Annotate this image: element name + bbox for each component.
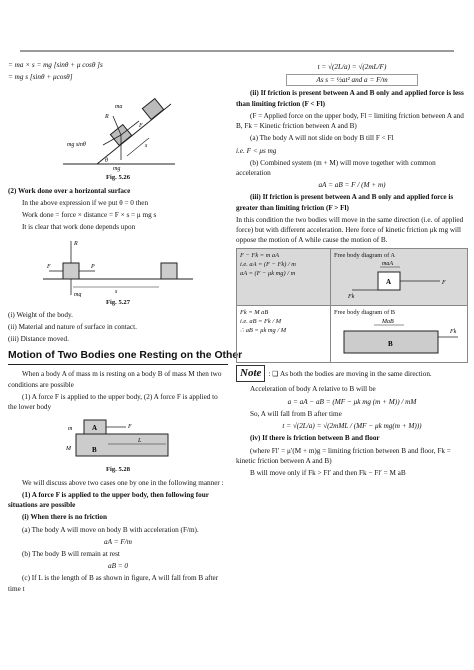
fig26-mg: mg — [113, 166, 121, 173]
fbd-b-MaB: MaB — [382, 318, 394, 325]
fbd-b-title: Free body diagram of B — [334, 308, 396, 316]
fig27-F: F — [47, 263, 51, 270]
fig26-theta: θ — [105, 158, 108, 165]
fig27-mg: mg — [74, 291, 82, 297]
discuss-p: We will discuss above two cases one by one in the following manner : — [22, 478, 224, 487]
friction-ie: i.e. F < μs mg — [236, 146, 277, 155]
fbd-a-eq1: F − Fk = m aA — [240, 251, 279, 259]
case1-no-friction: (i) When there is no friction — [22, 513, 107, 522]
fig27-caption: Fig. 5.27 — [106, 298, 130, 306]
work-p2: Work done = force × distance = F × s = μ mg s — [22, 211, 157, 220]
fbd-a-eq3: aA = (F − μk mg) / m — [240, 269, 296, 277]
fbd-b-eq2: aB = Fk / M — [249, 317, 282, 325]
fbd-b-therefore: ∴ — [240, 326, 245, 334]
floor-where: (where Fl′ = μ′(M + m)g = limiting friction between B and floor, Fk = kinetic friction between A and B) — [236, 446, 451, 465]
work-p1: In the above expression if we put θ = 0 then — [22, 199, 149, 208]
fall-text: So, A will fall from B after time — [250, 409, 342, 418]
page-header-band — [0, 0, 474, 50]
fbd-a-equations — [237, 248, 331, 305]
friction-heading: (ii) If friction is present between A and B only and applied force is less than limiting friction (F < Fl) — [236, 89, 464, 108]
fig26-caption: Fig. 5.26 — [106, 174, 130, 182]
fig27-s: s — [115, 288, 118, 295]
depends-item-3: (iii) Distance moved. — [8, 335, 69, 344]
work-eq-1: = ma × s = mg [sinθ + μ cosθ ]s — [8, 61, 103, 69]
eq-t: t = √(2L/a) = √(2mL/F) — [317, 63, 387, 71]
fig26-ma: ma — [115, 104, 123, 111]
fbd-b-diagram-cell — [331, 305, 468, 362]
fbd-a-maA: maA — [382, 260, 393, 267]
case1-b: (b) The body B will remain at rest — [22, 550, 120, 558]
fbd-a-diagram-cell — [331, 248, 468, 305]
fig28-m: m — [68, 426, 73, 433]
eq-relative: a = aA − aB = (MF − μk mg (m + M)) / mM — [287, 397, 417, 406]
page-footer-band — [0, 655, 474, 670]
header-rule — [20, 50, 454, 52]
fbd-b-Fk: Fk — [450, 328, 457, 335]
fig28-M: M — [66, 446, 71, 453]
depends-item-2: (ii) Material and nature of surface in contact. — [8, 323, 137, 332]
fbd-a-F: F — [442, 279, 446, 286]
fbd-a-Fk: Fk — [348, 293, 355, 300]
work-p3: It is clear that work done depends upon — [22, 223, 136, 232]
floor-heading: (iv) If there is friction between B and floor — [250, 434, 380, 443]
note-text: : ❑ As both the bodies are moving in the same direction. — [268, 369, 432, 378]
note-line — [236, 365, 468, 383]
floor-move: B will move only if Fk > Fl′ and then Fk − Fl′ = M aB — [250, 469, 406, 478]
work-eq-2: = mg s [sinθ + μcosθ] — [8, 73, 73, 82]
figure-5-28 — [58, 414, 178, 464]
two-bodies-p2: (1) A force F is applied to the upper body, (2) A force F is applied to the lower body — [8, 392, 218, 412]
fbd-a-ie: i.e. — [240, 260, 248, 268]
fbd-b-eq3: aB = μk mg / M — [245, 326, 287, 334]
eq-aA: aA = F/m — [104, 537, 132, 546]
fbd-a-diagram — [334, 260, 454, 300]
fig28-caption: Fig. 5.28 — [106, 466, 130, 474]
fig26-mgsin: mg sinθ — [67, 142, 86, 149]
work-heading: (2) Work done over a horizontal surface — [8, 186, 131, 195]
left-column — [8, 60, 243, 596]
fig28-A: A — [92, 424, 98, 433]
right-column — [236, 60, 468, 480]
fig28-F: F — [128, 424, 132, 431]
fig28-B: B — [92, 446, 97, 455]
friction-b: (b) Combined system (m + M) will move together with common acceleration — [236, 158, 436, 177]
fig27-P: P — [91, 263, 95, 270]
eq-fall: t = √(2L/a) = √(2mML / (MF − μk mg(m + M))) — [282, 422, 422, 431]
fbd-a-title: Free body diagram of A — [334, 251, 396, 259]
eq-s-box: As s = ½at² and a = F/m — [286, 74, 418, 86]
section-title: Motion of Two Bodies one Resting on the Other — [8, 349, 228, 366]
fbd-a-A: A — [386, 277, 392, 286]
friction-def: (F = Applied force on the upper body, Fl = limiting friction between A and B, Fk = Kinetic friction between A and B) — [236, 111, 464, 131]
fbd-b-ie: i.e. — [240, 317, 248, 325]
fbd-table — [236, 248, 468, 363]
fbd-b-eq1: Fk = M aB — [240, 308, 269, 316]
fig27-R: R — [74, 240, 78, 247]
fig26-R: R — [105, 114, 109, 121]
friction3-para: In this condition the two bodies will move in the same direction (i.e. of applied force) but with different acceleration. Here force of kinetic friction μk mg will oppose the motion of A while cause the motion of B. — [236, 215, 464, 245]
case1-heading: (1) A force F is applied to the upper body, then following four situations are possible — [8, 490, 209, 510]
note-label: Note — [236, 365, 265, 383]
relative-acc-text: Acceleration of body A relative to B will be — [250, 385, 376, 394]
friction3-heading: (iii) If friction is present between A and B only and applied force is greater than limiting friction (F > Fl) — [236, 193, 454, 212]
fig28-L: L — [138, 438, 142, 445]
fig26-F: F — [139, 123, 143, 130]
figure-5-26 — [53, 84, 183, 172]
two-bodies-p1: When a body A of mass m is resting on a body B of mass M then two conditions are possible — [8, 370, 222, 389]
case1-c: (c) If L is the length of B as shown in figure, A will fall from B after time t — [8, 574, 219, 593]
depends-item-1: (i) Weight of the body. — [8, 311, 73, 320]
fig26-s: s — [145, 143, 148, 150]
fbd-b-B: B — [388, 339, 393, 348]
eq-aB: aB = 0 — [107, 562, 129, 571]
figure-5-27 — [33, 235, 203, 297]
fbd-b-equations — [237, 305, 331, 362]
fbd-a-eq2: aA = (F − Fk) / m — [249, 260, 296, 268]
friction-a: (a) The body A will not slide on body B till F < Fl — [250, 134, 394, 143]
eq-common: aA = aB = F / (M + m) — [318, 181, 386, 190]
case1-a: (a) The body A will move on body B with acceleration (F/m). — [22, 525, 199, 534]
fbd-b-diagram — [334, 317, 464, 357]
